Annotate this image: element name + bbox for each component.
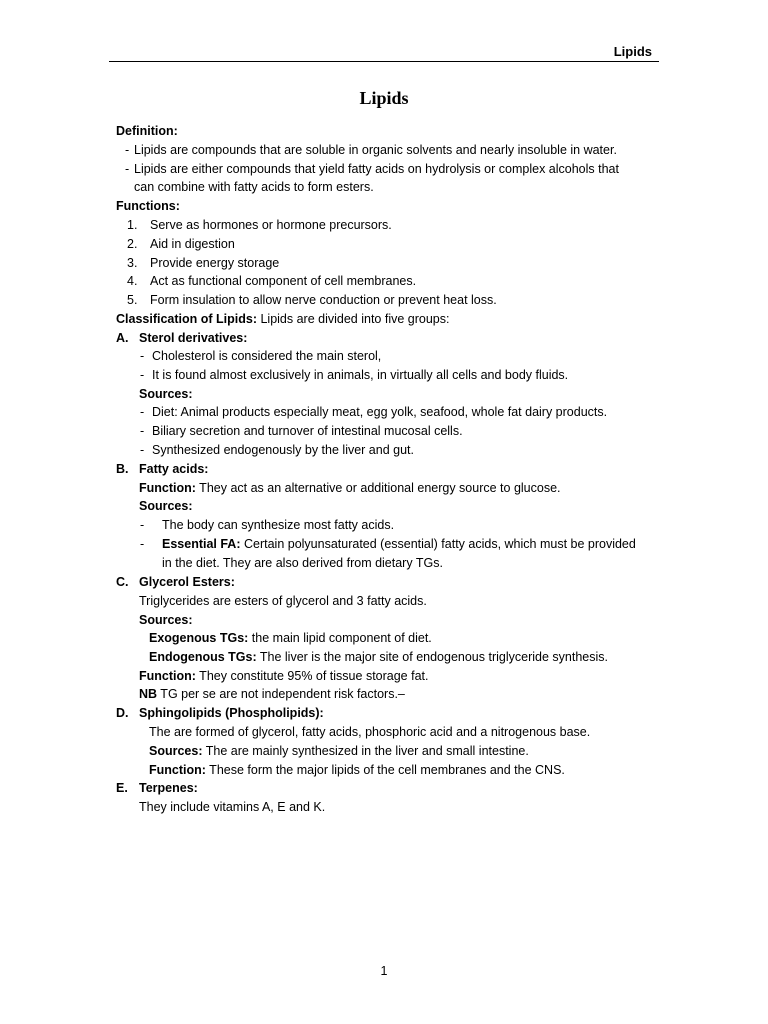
function-number-2: 2. [127, 237, 138, 251]
section-b-function-line [139, 479, 561, 497]
section-a-sources-label: Sources: [139, 387, 193, 401]
header-rule [109, 61, 659, 62]
section-c-function-label: Function: [139, 669, 196, 683]
definition-item-1: Lipids are compounds that are soluble in organic solvents and nearly insoluble in water. [134, 143, 617, 157]
function-item-3: Provide energy storage [150, 256, 280, 270]
section-d-sources [149, 742, 529, 760]
section-b-source-1: The body can synthesize most fatty acids. [162, 518, 395, 532]
section-d-function-label: Function: [149, 763, 206, 777]
section-c-endogenous [149, 648, 608, 666]
definition-heading: Definition: [116, 124, 178, 138]
function-item-1: Serve as hormones or hormone precursors. [150, 218, 392, 232]
section-d-function [149, 761, 565, 779]
function-number-1: 1. [127, 218, 138, 232]
section-c-endogenous-text: The liver is the major site of endogenous triglyceride synthesis. [256, 650, 608, 664]
section-c-intro: Triglycerides are esters of glycerol and 3 fatty acids. [139, 594, 427, 608]
section-c-nb-label: NB [139, 687, 158, 701]
definition-marker-1: - [125, 143, 130, 157]
definition-item-2-continuation: can combine with fatty acids to form esters. [134, 180, 374, 194]
section-b-source-dash-1: - [140, 518, 145, 532]
section-d-intro: The are formed of glycerol, fatty acids, phosphoric acid and a nitrogenous base. [149, 725, 591, 739]
section-a-item-1: Cholesterol is considered the main sterol, [152, 349, 382, 363]
classification-heading: Classification of Lipids: [116, 312, 257, 326]
section-a-item-2: It is found almost exclusively in animals, in virtually all cells and body fluids. [152, 368, 569, 382]
function-number-5: 5. [127, 293, 138, 307]
section-d-title: Sphingolipids (Phospholipids): [139, 706, 324, 720]
section-b-source-dash-2: - [140, 537, 145, 551]
section-d-letter: D. [116, 706, 129, 720]
page-header-title: Lipids [613, 44, 652, 59]
section-d-function-text: These form the major lipids of the cell membranes and the CNS. [205, 763, 565, 777]
section-c-function [139, 667, 428, 685]
section-d-sources-label: Sources: [149, 744, 203, 758]
section-b-sources-label: Sources: [139, 499, 193, 513]
definition-marker-2: - [125, 162, 130, 176]
section-a-dash-1: - [140, 349, 145, 363]
section-a-source-2: Biliary secretion and turnover of intestinal mucosal cells. [152, 424, 463, 438]
function-item-5: Form insulation to allow nerve conduction or prevent heat loss. [150, 293, 497, 307]
section-c-nb [139, 685, 405, 703]
section-c-exogenous-text: the main lipid component of diet. [248, 631, 432, 645]
section-e-letter: E. [116, 781, 128, 795]
page-title: Lipids [359, 88, 409, 108]
section-b-function-label: Function: [139, 481, 196, 495]
section-c-endogenous-label: Endogenous TGs: [149, 650, 257, 664]
section-a-source-dash-2: - [140, 424, 145, 438]
section-b-title: Fatty acids: [139, 462, 209, 476]
functions-heading: Functions: [116, 199, 180, 213]
page-number: 1 [380, 964, 388, 978]
section-e-text: They include vitamins A, E and K. [139, 800, 326, 814]
section-a-dash-2: - [140, 368, 145, 382]
section-b-letter: B. [116, 462, 129, 476]
classification-text: Lipids are divided into five groups: [257, 312, 450, 326]
section-a-source-3: Synthesized endogenously by the liver and gut. [152, 443, 414, 457]
function-item-4: Act as functional component of cell membranes. [150, 274, 417, 288]
section-d-sources-text: The are mainly synthesized in the liver and small intestine. [202, 744, 529, 758]
classification-line [116, 310, 449, 328]
section-e-title: Terpenes: [139, 781, 198, 795]
section-b-source-2-continuation: in the diet. They are also derived from dietary TGs. [162, 556, 443, 570]
section-c-exogenous-label: Exogenous TGs: [149, 631, 249, 645]
section-a-title: Sterol derivatives: [139, 331, 248, 345]
section-a-source-dash-3: - [140, 443, 145, 457]
section-b-function-text: They act as an alternative or additional energy source to glucose. [195, 481, 561, 495]
section-c-nb-text: TG per se are not independent risk factors.– [157, 687, 405, 701]
section-c-letter: C. [116, 575, 129, 589]
function-number-4: 4. [127, 274, 138, 288]
function-item-2: Aid in digestion [150, 237, 235, 251]
section-c-function-text: They constitute 95% of tissue storage fat. [195, 669, 429, 683]
section-b-source-2 [162, 535, 636, 553]
section-b-essential-fa-label: Essential FA: [162, 537, 241, 551]
section-a-source-dash-1: - [140, 405, 145, 419]
section-a-source-1: Diet: Animal products especially meat, egg yolk, seafood, whole fat dairy products. [152, 405, 608, 419]
function-number-3: 3. [127, 256, 138, 270]
definition-item-2: Lipids are either compounds that yield fatty acids on hydrolysis or complex alcohols that [134, 162, 619, 176]
section-a-letter: A. [116, 331, 129, 345]
section-c-title: Glycerol Esters: [139, 575, 235, 589]
section-b-essential-fa-text: Certain polyunsaturated (essential) fatty acids, which must be provided [240, 537, 636, 551]
section-c-exogenous [149, 629, 432, 647]
section-c-sources-label: Sources: [139, 613, 193, 627]
